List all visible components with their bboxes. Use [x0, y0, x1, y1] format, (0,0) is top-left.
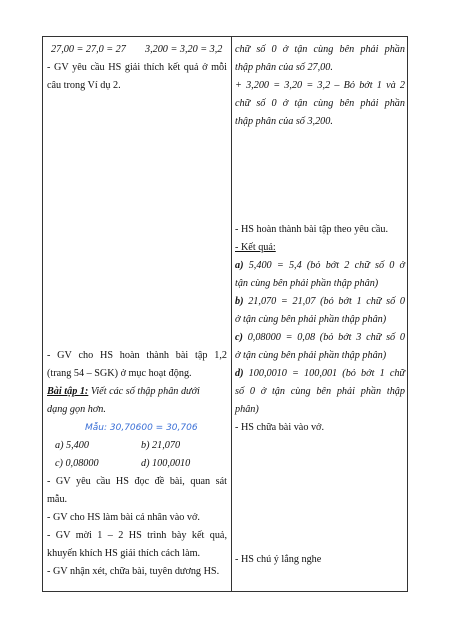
step-line-5: khuyến khích HS giải thích cách làm.	[47, 548, 201, 559]
listen-block	[235, 551, 405, 569]
result-label: - Kết quả:	[235, 242, 276, 253]
student-column	[231, 37, 409, 591]
answer-b-key: b)	[235, 296, 244, 307]
exercise-block	[47, 347, 227, 581]
answer-c-key: c)	[235, 332, 243, 343]
answer-c-text: 0,08000 = 0,08 (bỏ bớt 3 chữ số 0	[242, 332, 405, 343]
equation-3-2: 3,200 = 3,20 = 3,2	[144, 44, 223, 55]
lesson-table	[42, 36, 408, 592]
correct-note: - HS chữa bài vào vở.	[235, 422, 324, 433]
answer-c-line-2: ở tận cùng bên phải phần thập phân)	[235, 350, 387, 361]
exercise-text-1: Viết các số thập phân dưới	[88, 386, 200, 397]
option-c: c) 0,08000	[55, 458, 99, 469]
answer-a-text: 5,400 = 5,4 (bỏ bớt 2 chữ số 0 ở	[243, 260, 405, 271]
sample-example: Mẫu: 30,70600 = 30,706	[85, 423, 198, 433]
step-line-2: mẫu.	[47, 494, 68, 505]
answer-d-key: d)	[235, 368, 244, 379]
answer-a-key: a)	[235, 260, 244, 271]
answer-d-line-2: số 0 ở tận cùng bên phải phần thập	[235, 386, 405, 397]
answer-d-text: 100,0010 = 100,001 (bỏ bớt 1 chữ	[243, 368, 405, 379]
options-row-2	[47, 455, 227, 473]
step-line-1: - GV yêu cầu HS đọc đề bài, quan sát	[47, 476, 227, 487]
option-a: a) 5,400	[55, 440, 89, 451]
explain-line-3: + 3,200 = 3,20 = 3,2 – Bỏ bớt 1 và 2	[235, 80, 405, 91]
option-d: d) 100,0010	[141, 458, 191, 469]
explain-line-4: chữ số 0 ở tận cùng bên phải phần	[235, 98, 405, 109]
answer-a-line-2: tận cùng bên phải phần thập phân)	[235, 278, 379, 289]
explain-line-1: chữ số 0 ở tận cùng bên phải phần	[235, 44, 405, 55]
intro-line-2: câu trong Ví dụ 2.	[47, 80, 121, 91]
equation-row	[47, 41, 227, 59]
intro-line-1: - GV yêu cầu HS giải thích kết quả ở mỗi	[47, 62, 227, 73]
step-line-4: - GV mời 1 – 2 HS trình bày kết quả,	[47, 530, 227, 541]
complete-note: - HS hoàn thành bài tập theo yêu cầu.	[235, 224, 389, 235]
answer-a-line-1	[235, 257, 405, 275]
result-block	[235, 221, 405, 437]
explain-line-2: thập phân của số 27,00.	[235, 62, 333, 73]
option-b: b) 21,070	[141, 440, 181, 451]
task-line-1: - GV cho HS hoàn thành bài tập 1,2	[47, 350, 227, 361]
answer-b-line-1	[235, 293, 405, 311]
step-line-3: - GV cho HS làm bài cá nhân vào vở.	[47, 512, 200, 523]
answer-b-line-2: ở tận cùng bên phải phần thập phân)	[235, 314, 387, 325]
options-row-1	[47, 437, 227, 455]
explain-line-5: thập phân của số 3,200.	[235, 116, 333, 127]
answer-c-line-1	[235, 329, 405, 347]
exercise-heading	[47, 383, 227, 401]
answer-d-line-1	[235, 365, 405, 383]
answer-d-line-3: phân)	[235, 404, 259, 415]
exercise-title: Bài tập 1:	[47, 386, 89, 397]
teacher-column	[43, 37, 231, 591]
equation-27: 27,00 = 27,0 = 27	[51, 44, 126, 55]
exercise-text-2: dạng gọn hơn.	[47, 404, 106, 415]
task-line-2: (trang 54 – SGK) ở mục hoạt động.	[47, 368, 192, 379]
listen-note: - HS chú ý lắng nghe	[235, 554, 322, 565]
answer-b-text: 21,070 = 21,07 (bỏ bớt 1 chữ số 0	[243, 296, 405, 307]
step-line-6: - GV nhận xét, chữa bài, tuyên dương HS.	[47, 566, 220, 577]
